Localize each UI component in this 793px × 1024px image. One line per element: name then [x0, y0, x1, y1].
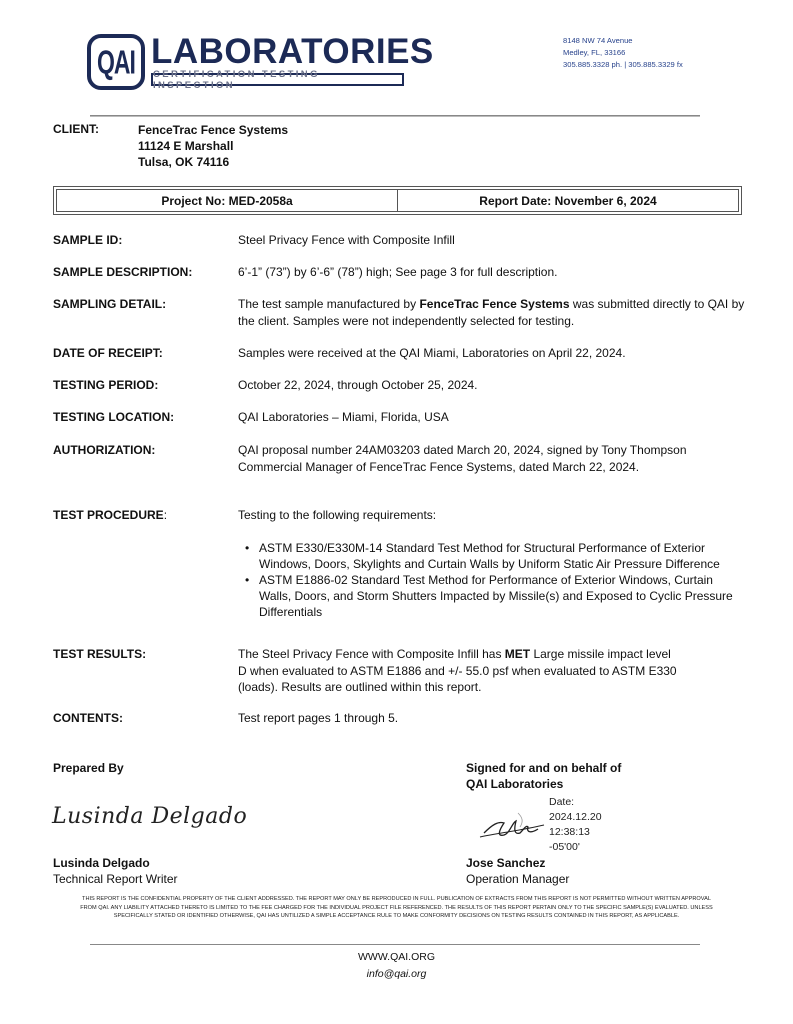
testing-period-value: October 22, 2024, through October 25, 2024. — [238, 378, 478, 392]
prepared-by-heading: Prepared By — [53, 761, 124, 775]
logo-tagline: CERTIFICATION TESTING INSPECTION — [153, 68, 320, 91]
signer-name: Jose Sanchez — [466, 856, 546, 870]
list-item: • ASTM E330/E330M-14 Standard Test Method for Structural Performance of Exterior Windows, Doors, Skylights and Curtain Walls by Uniform Static Air Pressure Difference — [245, 541, 720, 571]
test-results-label: TEST RESULTS: — [53, 647, 147, 661]
test-procedure-value: Testing to the following requirements: — [238, 508, 437, 522]
preparer-signature: Lusinda Delgado — [52, 804, 248, 829]
bullet-icon: • — [245, 541, 250, 555]
report-date: Report Date: November 6, 2024 — [398, 189, 739, 212]
client-address-block — [138, 122, 288, 170]
result-status: MET — [504, 647, 531, 661]
footer-divider — [90, 944, 700, 945]
date-of-receipt-value: Samples were received at the QAI Miami, Laboratories on April 22, 2024. — [238, 346, 626, 360]
logo-tagline-bar — [151, 68, 404, 91]
test-procedure-list — [245, 540, 745, 620]
sampling-detail-label: SAMPLING DETAIL: — [53, 297, 167, 311]
bullet-icon: • — [245, 573, 250, 587]
sampling-detail-value: The test sample manufactured by FenceTrac Fence Systems was submitted directly to QAI by the client. Samples were not independently selected for testing. — [238, 297, 745, 328]
signer-title: Operation Manager — [466, 872, 570, 886]
sample-description-label: SAMPLE DESCRIPTION: — [53, 265, 193, 279]
footer-website-link[interactable]: WWW.QAI.ORG — [358, 951, 435, 963]
sample-id-label: SAMPLE ID: — [53, 233, 123, 247]
header-divider-shadow — [90, 116, 700, 117]
test-results-value: The Steel Privacy Fence with Composite Infill has MET Large missile impact level D when evaluated to ASTM E1886 and +/- 55.0 psf when evaluated to ASTM E330 (loads). Results are outlined within this report. — [238, 647, 677, 694]
company-address — [563, 35, 683, 71]
sample-description-value: 6’-1” (73”) by 6’-6” (78”) high; See page 3 for full description. — [238, 265, 558, 279]
testing-period-label: TESTING PERIOD: — [53, 378, 159, 392]
project-number: Project No: MED-2058a — [56, 189, 398, 212]
digital-signature-scribble — [478, 807, 548, 845]
test-procedure-label: TEST PROCEDURE: — [53, 508, 168, 522]
date-of-receipt-label: DATE OF RECEIPT: — [53, 346, 163, 360]
client-street: 11124 E Marshall — [138, 139, 234, 153]
footer-email-link[interactable]: info@qai.org — [366, 968, 427, 980]
testing-location-label: TESTING LOCATION: — [53, 410, 175, 424]
signed-on-behalf-heading: Signed for and on behalf of QAI Laboratories — [466, 761, 622, 791]
authorization-label: AUTHORIZATION: — [53, 443, 156, 457]
preparer-name: Lusinda Delgado — [53, 856, 150, 870]
qai-badge-icon: QAI — [87, 34, 145, 90]
client-city: Tulsa, OK 74116 — [138, 155, 230, 169]
address-city: Medley, FL, 33166 — [563, 48, 626, 57]
contents-label: CONTENTS: — [53, 711, 123, 725]
address-street: 8148 NW 74 Avenue — [563, 36, 633, 45]
digital-signature-date: Date: 2024.12.20 12:38:13 -05'00' — [549, 796, 602, 853]
qai-logo — [87, 32, 434, 92]
legal-disclaimer: THIS REPORT IS THE CONFIDENTIAL PROPERTY OF THE CLIENT ADDRESSED. THE REPORT MAY ONLY BE REPRODUCED IN FULL. PUBLICATION OF EXTRACTS FROM THIS REPORT IS NOT PERMITTED WITHOUT WRITTEN APPROVAL FROM QAI. ANY LIABILITY ATTACHED THERETO IS LIMITED TO THE FEE CHARGED FOR THE INDIVIDUAL PROJECT FILE REFERENCED. THE RESULTS OF THIS REPORT PERTAIN ONLY TO THE SPECIFIC SAMPLE(S) EVALUATED. UNLESS SPECIFICALLY STATED OR IDENTIFIED OTHERWISE, QAI HAS UNTILIZED A SIMPLE ACCEPTANCE RULE TO MAKE CONFORMITY DECISIONS ON TESTING RESULTS CONTAINED IN THIS REPORT, AS APPLICABLE. — [80, 896, 713, 920]
project-info-table — [53, 186, 742, 215]
authorization-value: QAI proposal number 24AM03203 dated March 20, 2024, signed by Tony Thompson Commercial Manager of FenceTrac Fence Systems, dated March 22, 2024. — [238, 443, 687, 474]
manufacturer-name: FenceTrac Fence Systems — [419, 297, 570, 311]
address-phone: 305.885.3328 ph. | 305.885.3329 fx — [563, 60, 683, 69]
list-item: • ASTM E1886-02 Standard Test Method for Performance of Exterior Windows, Curtain Walls, Doors, and Storm Shutters Impacted by Missile(s) and Exposed to Cyclic Pressure Differentials — [245, 573, 733, 619]
preparer-title: Technical Report Writer — [53, 872, 178, 886]
client-name: FenceTrac Fence Systems — [138, 123, 289, 137]
sample-id-value: Steel Privacy Fence with Composite Infill — [238, 233, 455, 247]
contents-value: Test report pages 1 through 5. — [238, 711, 399, 725]
client-label: CLIENT: — [53, 122, 99, 136]
testing-location-value: QAI Laboratories – Miami, Florida, USA — [238, 410, 449, 424]
logo-wordmark: LABORATORIES — [151, 32, 434, 71]
